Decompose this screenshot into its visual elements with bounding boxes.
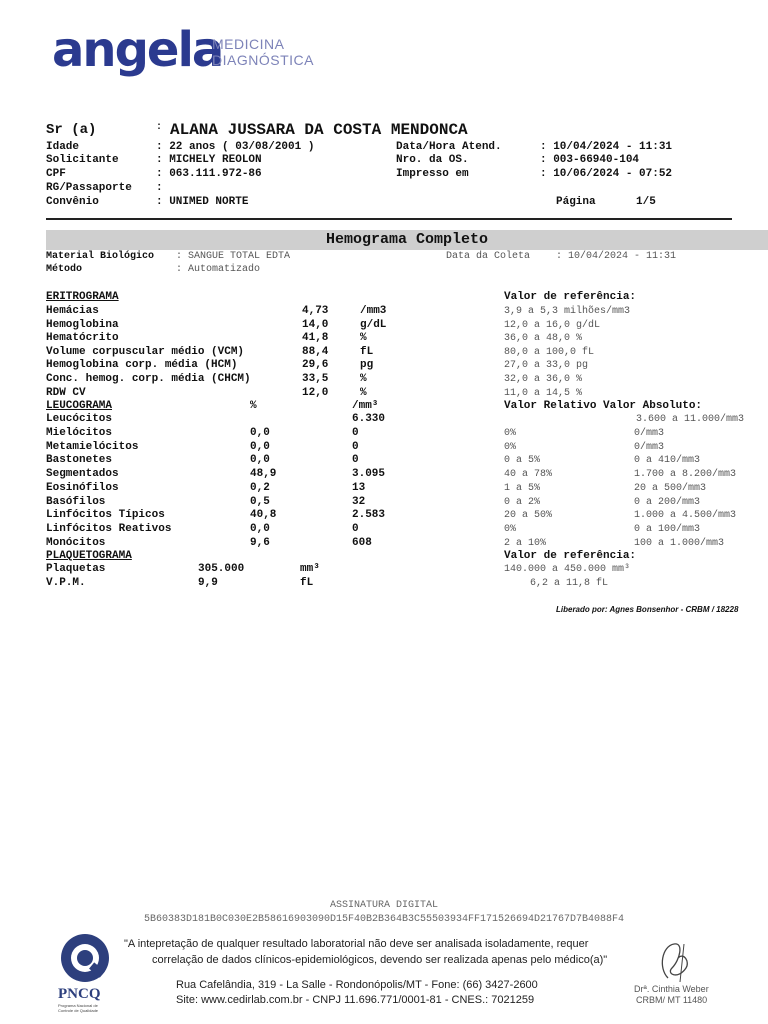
leuco-row-name: Linfócitos Típicos	[46, 509, 165, 522]
method-label: Método	[46, 264, 83, 275]
eritro-row-ref: 27,0 a 33,0 pg	[504, 360, 589, 372]
leuco-row-ref-abs: 0 a 200/mm3	[634, 496, 701, 508]
eritro-row-name: Conc. hemog. corp. média (CHCM)	[46, 373, 251, 385]
leucocitos-value: 6.330	[352, 413, 386, 425]
leucocitos-ref: 3.600 a 11.000/mm3	[636, 414, 745, 425]
leuco-row-ref-abs: 100 a 1.000/mm3	[634, 537, 725, 549]
eritro-row-value: 14,0	[302, 318, 329, 331]
plaquetograma-ref-heading: Valor de referência:	[504, 550, 637, 562]
header-divider	[46, 218, 732, 220]
pncq-text: PNCQ	[58, 986, 101, 1002]
page-label: Página	[556, 196, 596, 208]
leuco-row-ref-rel: 0 a 2%	[504, 496, 541, 508]
eritro-row-name: Hemoglobina corp. média (HCM)	[46, 359, 238, 372]
leuco-row-ref-rel: 2 a 10%	[504, 537, 547, 549]
leuco-row-abs: 0	[352, 427, 359, 439]
leuco-row-abs: 13	[352, 481, 366, 494]
exam-title-bar	[46, 230, 768, 250]
leuco-row-ref-rel: 1 a 5%	[504, 482, 541, 494]
eritro-row-name: Volume corpuscular médio (VCM)	[46, 345, 245, 358]
logo-wordmark: angela	[52, 22, 223, 78]
released-by: Liberado por: Agnes Bonsenhor - CRBM / 18228	[556, 605, 739, 614]
material-label: Material Biológico	[46, 251, 155, 262]
leuco-row-ref-abs: 0 a 410/mm3	[634, 455, 701, 467]
company-logo	[52, 22, 332, 78]
leuco-row-pct: 0,2	[250, 481, 270, 494]
eritro-row-value: 4,73	[302, 305, 329, 317]
leuco-row-ref-abs: 0/mm3	[634, 441, 665, 453]
leuco-row-ref-rel: 0 a 5%	[504, 455, 541, 467]
lab-site: Site: www.cedirlab.com.br - CNPJ 11.696.771/0001-81 - CNES.: 7021259	[176, 994, 535, 1006]
eritro-row-ref: 12,0 a 16,0 g/dL	[504, 319, 601, 331]
plaq-row-unit: mm³	[300, 563, 320, 575]
pncq-sub1: Programa Nacional de	[58, 1003, 98, 1008]
leucograma-heading: LEUCOGRAMA	[46, 400, 113, 412]
leuco-row-pct: 9,6	[250, 536, 270, 549]
leuco-row-pct: 0,0	[250, 440, 270, 453]
eritro-row-value: 88,4	[302, 345, 329, 358]
eritro-row-name: Hemoglobina	[46, 318, 119, 331]
rg-label: RG/Passaporte	[46, 182, 132, 194]
eritro-row-value: 12,0	[302, 386, 329, 399]
leuco-row-pct: 0,5	[250, 495, 270, 508]
leuco-row-pct: 48,9	[250, 468, 277, 481]
eritro-row-name: RDW CV	[46, 386, 86, 399]
plaq-row-name: V.P.M.	[46, 577, 86, 589]
leuco-row-name: Eosinófilos	[46, 481, 119, 494]
eritro-row-unit: /mm3	[360, 305, 387, 317]
method-value: : Automatizado	[176, 264, 261, 275]
requester-label: Solicitante	[46, 154, 119, 166]
lab-address: Rua Cafelândia, 319 - La Salle - Rondonópolis/MT - Fone: (66) 3427-2600	[176, 979, 538, 991]
leuco-row-pct: 40,8	[250, 509, 277, 522]
leuco-row-ref-abs: 0/mm3	[634, 428, 665, 439]
eritrograma-heading: ERITROGRAMA	[46, 291, 119, 303]
leuco-row-abs: 32	[352, 495, 366, 508]
patient-name: ALANA JUSSARA DA COSTA MENDONCA	[170, 121, 468, 139]
cpf-label: CPF	[46, 168, 66, 180]
leucograma-abs-heading: /mm³	[352, 400, 379, 412]
leuco-row-pct: 0,0	[250, 454, 270, 467]
age-value: : 22 anos ( 03/08/2001 )	[156, 141, 315, 153]
material-value: : SANGUE TOTAL EDTA	[176, 251, 291, 262]
eritro-row-value: 29,6	[302, 359, 329, 372]
atend-value: : 10/04/2024 - 11:31	[540, 141, 673, 153]
collect-label: Data da Coleta	[446, 251, 531, 262]
doctor-registration: CRBM/ MT 11480	[636, 995, 708, 1005]
leuco-row-abs: 0	[352, 454, 359, 467]
leuco-row-pct: 0,0	[250, 427, 270, 439]
eritro-row-value: 41,8	[302, 332, 329, 345]
leuco-row-ref-abs: 1.700 a 8.200/mm3	[634, 469, 737, 481]
leuco-row-name: Monócitos	[46, 536, 106, 549]
printed-value: : 10/06/2024 - 07:52	[540, 168, 673, 180]
signature-title: ASSINATURA DIGITAL	[329, 900, 439, 911]
leuco-row-pct: 0,0	[250, 522, 270, 535]
plaq-row-ref: 140.000 a 450.000 mm³	[504, 564, 631, 575]
eritro-row-name: Hemácias	[46, 305, 99, 317]
eritro-row-ref: 11,0 a 14,5 %	[504, 387, 583, 399]
signature-hash: 5B60383D181B0C030E2B58616903090D15F40B2B364B3C55503934FF171526694D21767D7B4088F4	[143, 914, 625, 925]
doctor-name: Drª. Cinthia Weber	[634, 984, 709, 994]
leuco-row-name: Segmentados	[46, 468, 119, 481]
plaq-row-value: 305.000	[198, 563, 245, 575]
leuco-row-ref-abs: 1.000 a 4.500/mm3	[634, 510, 737, 522]
leuco-row-ref-rel: 40 a 78%	[504, 469, 553, 481]
plaq-row-name: Plaquetas	[46, 563, 106, 575]
leuco-row-name: Metamielócitos	[46, 440, 139, 453]
rg-value: :	[156, 182, 163, 194]
requester-value: : MICHELY REOLON	[156, 154, 262, 166]
eritro-row-unit: %	[360, 332, 367, 345]
eritro-row-name: Hematócrito	[46, 332, 119, 345]
eritrograma-ref-heading: Valor de referência:	[504, 291, 637, 303]
collect-value: : 10/04/2024 - 11:31	[556, 251, 677, 262]
leuco-row-abs: 0	[352, 522, 359, 535]
leuco-row-ref-rel: 20 a 50%	[504, 510, 553, 522]
plaq-row-value: 9,9	[198, 577, 218, 589]
os-value: : 003-66940-104	[540, 154, 640, 166]
age-label: Idade	[46, 141, 80, 153]
plaquetograma-heading: PLAQUETOGRAMA	[46, 550, 132, 562]
eritro-row-unit: pg	[360, 359, 374, 372]
leuco-row-abs: 0	[352, 440, 359, 453]
pncq-sub2: Controle de Qualidade	[58, 1008, 99, 1013]
signature-scribble-icon	[628, 938, 738, 984]
leuco-row-name: Linfócitos Reativos	[46, 522, 172, 535]
leuco-row-name: Mielócitos	[46, 427, 113, 439]
leuco-row-ref-rel: 0%	[504, 523, 517, 535]
eritro-row-ref: 36,0 a 48,0 %	[504, 333, 583, 345]
eritro-row-value: 33,5	[302, 373, 329, 385]
eritro-row-ref: 80,0 a 100,0 fL	[504, 346, 595, 358]
insurer-value: : UNIMED NORTE	[156, 196, 249, 208]
leuco-row-name: Bastonetes	[46, 454, 113, 467]
leuco-row-name: Basófilos	[46, 495, 106, 508]
leuco-row-ref-rel: 0%	[504, 428, 517, 439]
cpf-value: : 063.111.972-86	[156, 168, 262, 180]
leuco-row-ref-rel: 0%	[504, 441, 517, 453]
patient-sep: :	[156, 122, 163, 133]
insurer-label: Convênio	[46, 196, 99, 208]
atend-label: Data/Hora Atend.	[396, 141, 502, 153]
disclaimer-line-2: correlação de dados clínicos-epidemiológicos, devendo ser realizada apenas pelo médico(a)"	[152, 954, 608, 966]
leuco-row-ref-abs: 0 a 100/mm3	[634, 523, 701, 535]
printed-label: Impresso em	[396, 168, 469, 180]
eritro-row-ref: 32,0 a 36,0 %	[504, 374, 583, 385]
exam-title: Hemograma Completo	[325, 231, 489, 248]
page-value: 1/5	[636, 196, 656, 208]
patient-label: Sr (a)	[46, 122, 97, 138]
plaq-row-unit: fL	[300, 577, 314, 589]
eritro-row-unit: %	[360, 386, 367, 399]
plaq-row-ref: 6,2 a 11,8 fL	[530, 578, 609, 589]
logo-subtitle-2: DIAGNÓSTICA	[212, 52, 314, 68]
leucocitos-label: Leucócitos	[46, 413, 113, 425]
leuco-row-abs: 608	[352, 536, 372, 549]
eritro-row-unit: %	[360, 373, 367, 385]
leucograma-ref-heading: Valor Relativo Valor Absoluto:	[504, 400, 703, 412]
leuco-row-abs: 2.583	[352, 509, 386, 522]
pncq-logo	[54, 930, 116, 1012]
doctor-signature	[628, 938, 738, 1008]
leucograma-pct-heading: %	[250, 400, 257, 412]
os-label: Nro. da OS.	[396, 154, 469, 166]
eritro-row-unit: g/dL	[360, 318, 387, 331]
eritro-row-ref: 3,9 a 5,3 milhões/mm3	[504, 306, 631, 317]
leuco-row-abs: 3.095	[352, 468, 386, 481]
leuco-row-ref-abs: 20 a 500/mm3	[634, 482, 707, 494]
eritro-row-unit: fL	[360, 345, 374, 358]
logo-subtitle-1: MEDICINA	[212, 36, 285, 52]
disclaimer-line-1: "A intepretação de qualquer resultado laboratorial não deve ser analisada isoladamente, requer	[124, 938, 589, 950]
pncq-emblem-icon	[54, 930, 116, 990]
